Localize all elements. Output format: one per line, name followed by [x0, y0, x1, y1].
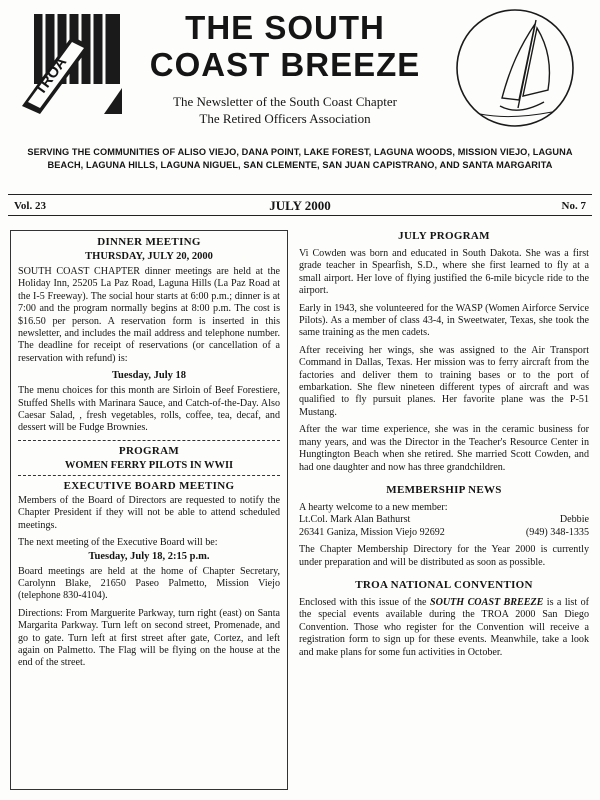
header-rule-top [8, 194, 592, 195]
exec-paragraph-2: The next meeting of the Executive Board will be: [18, 537, 218, 549]
masthead-subtitle-line2: The Retired Officers Association [199, 111, 371, 126]
dinner-heading: DINNER MEETING [97, 236, 201, 248]
communities-line: SERVING THE COMMUNITIES OF ALISO VIEJO, DANA POINT, LAKE FOREST, LAGUNA WOODS, MISSION VIEJO, LAGUNA BEACH, LAGUNA HILLS, LAGUNA NIGUEL, SAN CLEMENTE, SAN JUAN CAPISTRANO, AND SANTA MARGARITA [27, 147, 573, 170]
convention-paragraph: Enclosed with this issue of the SOUTH COAST BREEZE is a list of the special events available during the TROA 2000 San Diego Convention. Those who register for the Convention will receive a registration form to sign up for these events. Meanwhile, take a look and make plans for some fun activities in October. [299, 596, 589, 658]
logo-text: TROA [31, 53, 71, 99]
exec-paragraph-3: Board meetings are held at the home of Chapter Secretary, Carolynn Blake, 21650 Paseo Palmetto, Mission Viejo (telephone 830-4104). [18, 565, 280, 602]
program-heading: PROGRAM [118, 444, 180, 457]
directions-paragraph: Directions: From Marguerite Parkway, turn right (east) on Santa Margarita Parkway. Turn left on second street, Promenade, and go to gate. Turn left at first street after gate, Cortez, and left again on Palmetto. The Flag will be flying on the house at the end of the street. [18, 607, 280, 669]
july-program-paragraph-2: Early in 1943, she volunteered for the WASP (Women Airforce Service Pilots). As a member of class 43-4, in Sweetwater, Texas, she took the same training as the men cadets. [299, 302, 589, 339]
issue-date: JULY 2000 [269, 198, 331, 213]
exec-paragraph-1: Members of the Board of Directors are requested to notify the Chapter President if they will not be able to attend scheduled meetings. [18, 494, 280, 531]
new-member-address: 26341 Ganiza, Mission Viejo 92692 [299, 526, 445, 538]
july-program-heading: JULY PROGRAM [398, 230, 490, 242]
section-divider [18, 475, 280, 476]
dinner-date: THURSDAY, JULY 20, 2000 [85, 251, 213, 262]
welcome-line: A hearty welcome to a new member: [299, 501, 448, 513]
membership-heading: MEMBERSHIP NEWS [386, 483, 502, 496]
program-title: WOMEN FERRY PILOTS IN WWII [64, 459, 234, 471]
july-program-paragraph-1: Vi Cowden was born and educated in South Dakota. She was a first grade teacher in Spearfish, S.D., where she first learned to fly at a small airport. Her love of flying justified the 6-mile bicycle ride to the airport. [299, 248, 589, 297]
right-column [299, 228, 589, 664]
menu-paragraph: The menu choices for this month are Sirloin of Beef Forestiere, Stuffed Shells with Marinara Sauce, and Catch-of-the-Day. Also Caesar Salad, , fresh vegetables, rolls, coffee, tea, decaf, and dessert will be Fudge Brownies. [18, 385, 280, 434]
new-member-spouse: Debbie [559, 514, 589, 526]
section-divider [18, 440, 280, 441]
new-member-address-row [299, 527, 589, 539]
july-program-paragraph-4: After the war time experience, she was in the ceramic business for many years, and was the Director in the Teacher's Resource Center in Hungtington Beach when she retired. She married Scott Cowden, and had one daughter and now has three grandchildren. [299, 424, 589, 473]
new-member-name: Lt.Col. Mark Alan Bathurst [299, 514, 411, 526]
exec-meeting-date: Tuesday, July 18, 2:15 p.m. [88, 550, 210, 562]
masthead-subtitle-line1: The Newsletter of the South Coast Chapter [173, 94, 397, 109]
dinner-paragraph: SOUTH COAST CHAPTER dinner meetings are held at the Holiday Inn, 25205 La Paz Road, Laguna Hills (La Paz Road at the I-5 Freeway). The social hour starts at 6:00 p.m.; dinner is at 7:00 and the program normally begins at 8:00 p.m. The cost is $16.50 per person. A reservation form is inserted in this newsletter, and includes the mail address and telephone number. The deadline for receipt of reservations (or cancellation of a reservation with refund) is: [18, 266, 280, 364]
convention-heading: TROA NATIONAL CONVENTION [355, 578, 533, 591]
left-column-box [10, 230, 288, 790]
masthead-title-line1: THE SOUTH [185, 9, 385, 46]
issue-number: No. 7 [561, 200, 586, 212]
troa-logo [14, 6, 126, 114]
volume-label: Vol. 23 [14, 200, 46, 212]
masthead-title-line2: COAST BREEZE [149, 46, 421, 83]
exec-board-heading: EXECUTIVE BOARD MEETING [63, 479, 235, 492]
sailboat-logo [440, 6, 590, 130]
header-rule-bottom [8, 215, 592, 216]
reservation-deadline: Tuesday, July 18 [111, 370, 187, 382]
july-program-paragraph-3: After receiving her wings, she was assigned to the Air Transport Command in Dallas, Texas. Her mission was to ferry aircraft from the factories and deliver them to training bases or to the port of embarkation. She flew nineteen different types of aircraft and was qualified to fly pursuit planes. Her favorite plane was the P-51 Mustang. [299, 344, 589, 418]
membership-paragraph: The Chapter Membership Directory for the Year 2000 is currently under preparation and will be distributed as soon as possible. [299, 544, 589, 568]
new-member-phone: (949) 348-1335 [525, 526, 589, 538]
new-member-name-row [299, 514, 589, 526]
